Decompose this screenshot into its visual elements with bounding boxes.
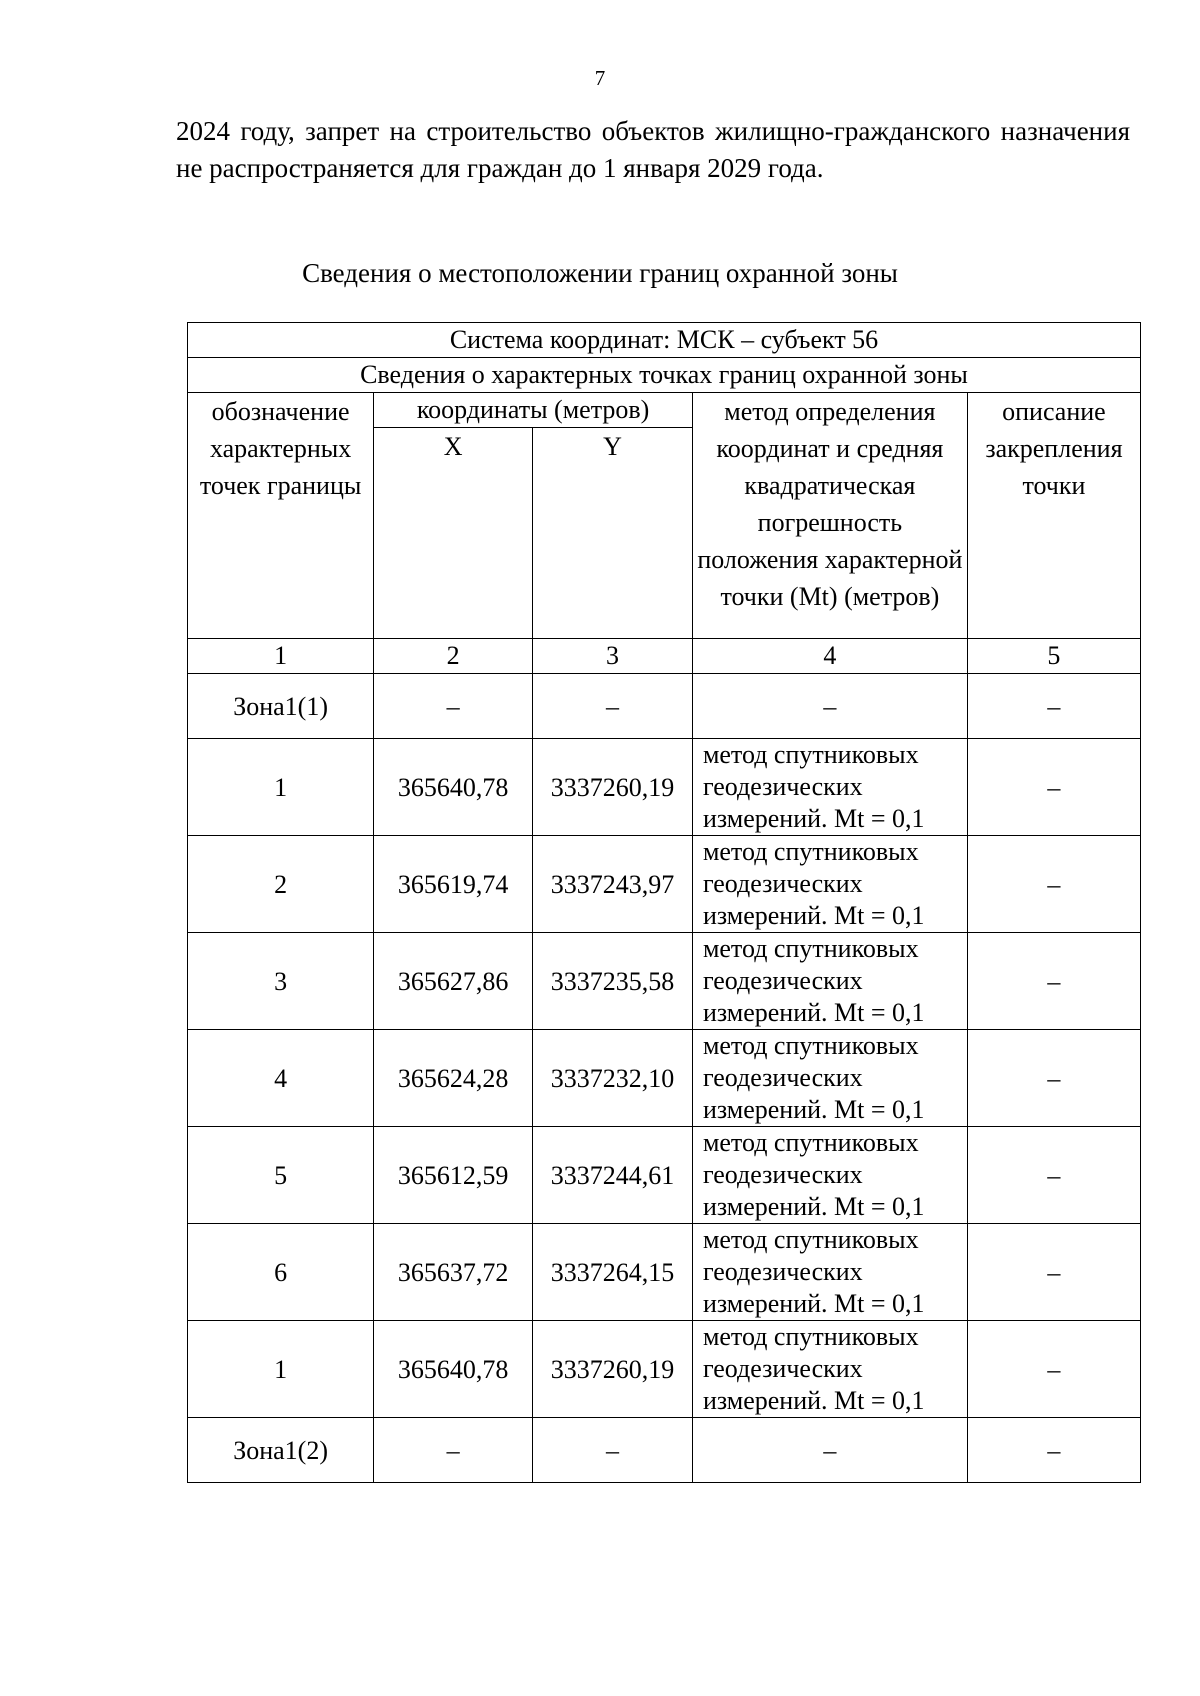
header-row [188,393,1141,428]
method-cell: метод спутниковых геодезических измерений. Mt = 0,1 [692,1030,967,1127]
x-cell: – [374,1418,533,1483]
description-cell: – [967,674,1140,739]
table-row [188,739,1141,836]
point-cell: 3 [188,933,374,1030]
x-cell: 365637,72 [374,1224,533,1321]
point-cell: 5 [188,1127,374,1224]
description-cell: – [967,1127,1140,1224]
description-cell: – [967,1030,1140,1127]
method-cell: метод спутниковых геодезических измерений. Mt = 0,1 [692,739,967,836]
coord-system-cell: Система координат: МСК – субъект 56 [188,323,1141,358]
y-cell: 3337235,58 [533,933,693,1030]
x-cell: – [374,674,533,739]
table-row [188,1321,1141,1418]
method-cell: метод спутниковых геодезических измерений. Mt = 0,1 [692,1321,967,1418]
method-cell: метод спутниковых геодезических измерений. Mt = 0,1 [692,933,967,1030]
header-x: X [374,428,533,639]
x-cell: 365640,78 [374,1321,533,1418]
method-cell: метод спутниковых геодезических измерений. Mt = 0,1 [692,836,967,933]
header-designation: обозначение характерных точек границы [188,393,374,639]
header-coordinates: координаты (метров) [374,393,693,428]
y-cell: 3337264,15 [533,1224,693,1321]
x-cell: 365640,78 [374,739,533,836]
column-number: 5 [967,639,1140,674]
table-row [188,1418,1141,1483]
x-cell: 365612,59 [374,1127,533,1224]
header-y: Y [533,428,693,639]
y-cell: 3337260,19 [533,739,693,836]
description-cell: – [967,1224,1140,1321]
points-title-row [188,358,1141,393]
description-cell: – [967,1321,1140,1418]
header-description: описание закрепления точки [967,393,1140,639]
table-row [188,1030,1141,1127]
description-cell: – [967,836,1140,933]
point-cell: 1 [188,1321,374,1418]
y-cell: 3337260,19 [533,1321,693,1418]
column-number: 1 [188,639,374,674]
page-number: 7 [594,66,606,90]
table-row [188,933,1141,1030]
point-cell: Зона1(1) [188,674,374,739]
description-cell: – [967,739,1140,836]
y-cell: – [533,674,693,739]
y-cell: – [533,1418,693,1483]
intro-paragraph: 2024 году, запрет на строительство объектов жилищно-гражданского назначения не распространяется для граждан до 1 января 2029 года. [176,116,1130,183]
y-cell: 3337243,97 [533,836,693,933]
method-cell: метод спутниковых геодезических измерений. Mt = 0,1 [692,1224,967,1321]
point-cell: Зона1(2) [188,1418,374,1483]
x-cell: 365627,86 [374,933,533,1030]
table-row [188,1127,1141,1224]
y-cell: 3337244,61 [533,1127,693,1224]
x-cell: 365624,28 [374,1030,533,1127]
point-cell: 1 [188,739,374,836]
method-cell: – [692,1418,967,1483]
column-number: 2 [374,639,533,674]
header-method: метод определения координат и средняя квадратическая погрешность положения характерной точки (Mt) (метров) [692,393,967,639]
column-number: 3 [533,639,693,674]
x-cell: 365619,74 [374,836,533,933]
section-heading: Сведения о местоположении границ охранной зоны [302,258,898,288]
description-cell: – [967,1418,1140,1483]
table-row [188,674,1141,739]
method-cell: метод спутниковых геодезических измерений. Mt = 0,1 [692,1127,967,1224]
point-cell: 2 [188,836,374,933]
description-cell: – [967,933,1140,1030]
point-cell: 4 [188,1030,374,1127]
table-row [188,836,1141,933]
method-cell: – [692,674,967,739]
coordinates-table [187,322,1141,1483]
coord-system-row [188,323,1141,358]
points-title-cell: Сведения о характерных точках границ охранной зоны [188,358,1141,393]
y-cell: 3337232,10 [533,1030,693,1127]
column-number: 4 [692,639,967,674]
table-row [188,1224,1141,1321]
column-number-row [188,639,1141,674]
point-cell: 6 [188,1224,374,1321]
